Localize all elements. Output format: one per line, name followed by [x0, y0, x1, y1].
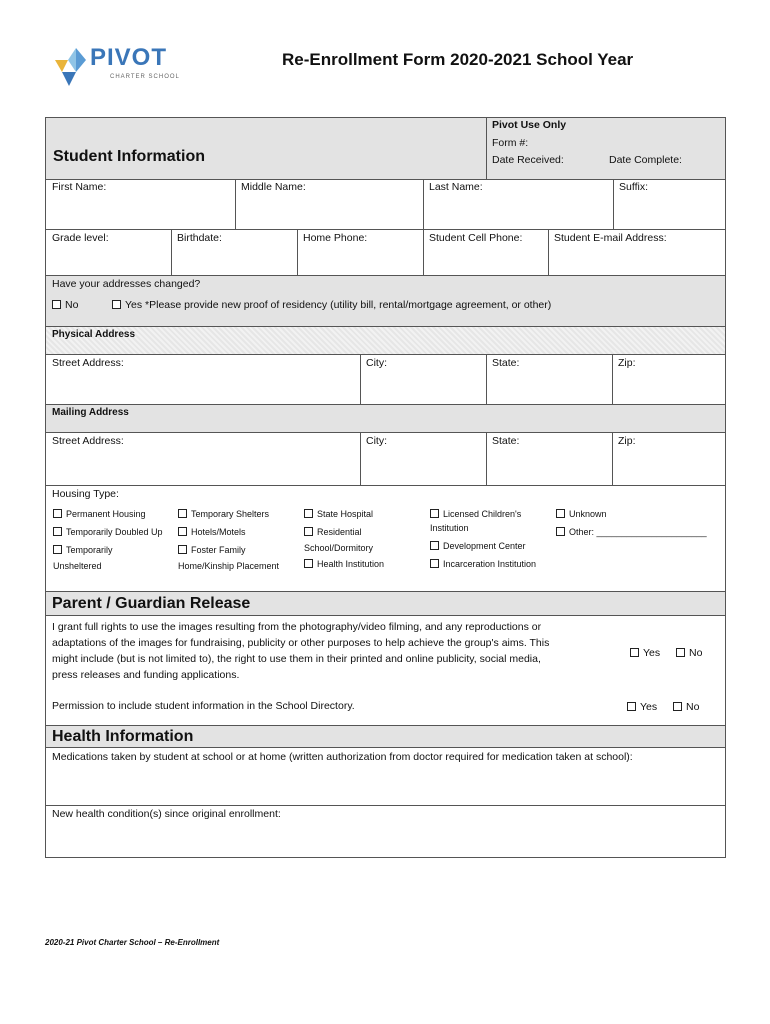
checkbox-icon[interactable] [178, 509, 187, 518]
housing-unknown[interactable]: Unknown [556, 509, 607, 519]
release-heading: Parent / Guardian Release [52, 595, 251, 612]
directory-no-option[interactable]: No [673, 701, 699, 713]
checkbox-icon[interactable] [556, 527, 565, 536]
release-text-line4: press releases and funding applications. [52, 669, 240, 681]
checkbox-icon[interactable] [52, 300, 61, 309]
email-field[interactable]: Student E-mail Address: [554, 232, 667, 244]
student-info-heading: Student Information [53, 148, 205, 165]
housing-hotels[interactable]: Hotels/Motels [178, 527, 246, 537]
school-logo [52, 44, 187, 89]
medications-field[interactable]: Medications taken by student at school or at home (written authorization from doctor required for medication taken at school): [52, 751, 633, 763]
cell-phone-field[interactable]: Student Cell Phone: [429, 232, 523, 244]
checkbox-icon[interactable] [178, 527, 187, 536]
housing-shelters[interactable]: Temporary Shelters [178, 509, 269, 519]
page-footer: 2020-21 Pivot Charter School – Re-Enrollment [45, 938, 220, 947]
housing-type-label: Housing Type: [52, 488, 119, 500]
checkbox-icon[interactable] [53, 509, 62, 518]
checkbox-icon[interactable] [53, 545, 62, 554]
housing-state-hospital[interactable]: State Hospital [304, 509, 373, 519]
housing-incarceration[interactable]: Incarceration Institution [430, 559, 536, 569]
health-conditions-field[interactable]: New health condition(s) since original enrollment: [52, 808, 281, 820]
checkbox-icon[interactable] [53, 527, 62, 536]
form-number-label: Form #: [492, 137, 529, 149]
checkbox-icon[interactable] [556, 509, 565, 518]
mailing-address-header-bg [46, 404, 725, 432]
housing-health-institution[interactable]: Health Institution [304, 559, 384, 569]
housing-permanent[interactable]: Permanent Housing [53, 509, 146, 519]
checkbox-icon[interactable] [304, 509, 313, 518]
housing-other[interactable]: Other: ______________________ [556, 527, 707, 537]
birthdate-field[interactable]: Birthdate: [177, 232, 222, 244]
address-change-question: Have your addresses changed? [52, 278, 201, 290]
last-name-field[interactable]: Last Name: [429, 181, 483, 193]
first-name-field[interactable]: First Name: [52, 181, 107, 193]
mailing-zip-field[interactable]: Zip: [618, 435, 636, 447]
release-text-line3: might include (but is not limited to), the right to use them in their printed and online publicity, social media, [52, 653, 541, 665]
address-change-no[interactable]: No [52, 299, 78, 311]
release-text-line2: adaptations of the images for fundraising, publicity or other purposes to help achieve the group's aims. This [52, 637, 550, 649]
release-text-line1: I grant full rights to use the images resulting from the photography/video filming, and any reproductions or [52, 621, 542, 633]
checkbox-icon[interactable] [430, 509, 439, 518]
housing-foster[interactable]: Foster Family [178, 545, 246, 555]
checkbox-icon[interactable] [178, 545, 187, 554]
logo-subtitle: CHARTER SCHOOL [110, 74, 180, 80]
checkbox-icon[interactable] [304, 527, 313, 536]
checkbox-icon[interactable] [630, 648, 639, 657]
checkbox-icon[interactable] [112, 300, 121, 309]
mailing-street-field[interactable]: Street Address: [52, 435, 124, 447]
checkbox-icon[interactable] [430, 559, 439, 568]
physical-address-heading: Physical Address [52, 329, 136, 340]
mailing-state-field[interactable]: State: [492, 435, 520, 447]
housing-licensed[interactable]: Licensed Children's [430, 509, 521, 519]
housing-foster-line2: Home/Kinship Placement [178, 561, 280, 571]
housing-development[interactable]: Development Center [430, 541, 526, 551]
office-use-heading: Pivot Use Only [492, 119, 567, 131]
housing-licensed-line2: Institution [430, 523, 469, 533]
housing-unsheltered-line2: Unsheltered [53, 561, 102, 571]
housing-residential[interactable]: Residential [304, 527, 362, 537]
middle-name-field[interactable]: Middle Name: [241, 181, 306, 193]
physical-city-field[interactable]: City: [366, 357, 387, 369]
physical-address-header-bg [46, 326, 725, 354]
checkbox-icon[interactable] [430, 541, 439, 550]
release-no-option[interactable]: No [676, 647, 702, 659]
logo-name: PIVOT [90, 44, 168, 71]
home-phone-field[interactable]: Home Phone: [303, 232, 368, 244]
checkbox-icon[interactable] [304, 559, 313, 568]
grade-level-field[interactable]: Grade level: [52, 232, 109, 244]
mailing-address-heading: Mailing Address [52, 407, 129, 418]
directory-permission-text: Permission to include student information in the School Directory. [52, 700, 355, 712]
health-heading: Health Information [52, 728, 194, 745]
housing-unsheltered[interactable]: Temporarily [53, 545, 113, 555]
checkbox-icon[interactable] [627, 702, 636, 711]
physical-street-field[interactable]: Street Address: [52, 357, 124, 369]
date-complete-label: Date Complete: [609, 154, 682, 166]
mailing-city-field[interactable]: City: [366, 435, 387, 447]
checkbox-icon[interactable] [673, 702, 682, 711]
date-received-label: Date Received: [492, 154, 564, 166]
directory-yes-option[interactable]: Yes [627, 701, 657, 713]
logo-mark-icon [52, 46, 90, 88]
suffix-field[interactable]: Suffix: [619, 181, 648, 193]
housing-residential-line2: School/Dormitory [304, 543, 374, 553]
physical-state-field[interactable]: State: [492, 357, 520, 369]
page-title: Re-Enrollment Form 2020-2021 School Year [282, 50, 634, 69]
release-yes-option[interactable]: Yes [630, 647, 660, 659]
housing-doubled-up[interactable]: Temporarily Doubled Up [53, 527, 163, 537]
physical-zip-field[interactable]: Zip: [618, 357, 636, 369]
checkbox-icon[interactable] [676, 648, 685, 657]
address-change-yes[interactable]: Yes *Please provide new proof of residency (utility bill, rental/mortgage agreement, or other) [112, 299, 551, 311]
